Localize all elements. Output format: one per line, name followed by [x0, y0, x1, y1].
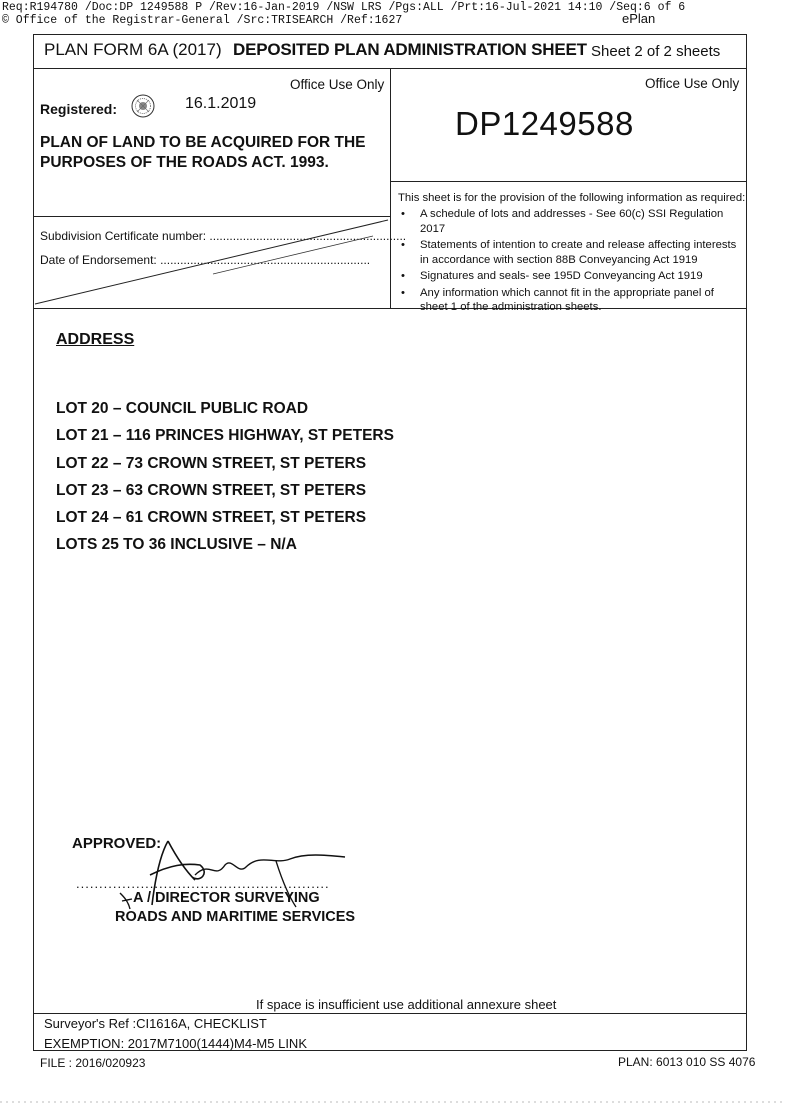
lot-address: LOT 22 – 73 CROWN STREET, ST PETERS — [56, 454, 367, 472]
office-use-label-left: Office Use Only — [290, 77, 385, 92]
annexure-note: If space is insufficient use additional annexure sheet — [256, 997, 557, 1012]
address-lot-list — [56, 399, 394, 563]
lot-address: LOTS 25 TO 36 INCLUSIVE – N/A — [56, 536, 297, 554]
info-requirements-list — [398, 207, 743, 317]
plan-title: PLAN OF LAND TO BE ACQUIRED FOR THE PURPOSES OF THE ROADS ACT. 1993. — [40, 134, 366, 171]
panel-divider — [390, 68, 391, 308]
exemption-note: EXEMPTION: 2017M7100(1444)M4-M5 LINK — [44, 1036, 307, 1051]
info-intro: This sheet is for the provision of the following information as required: — [398, 192, 746, 204]
lot-address: LOT 23 – 63 CROWN STREET, ST PETERS — [56, 481, 367, 499]
address-heading: ADDRESS — [56, 331, 135, 348]
approved-label: APPROVED: — [72, 835, 162, 852]
endorsement-date-field: Date of Endorsement: ............................................................... — [40, 253, 371, 267]
office-use-label-right: Office Use Only — [645, 76, 740, 91]
info-item: • Signatures and seals- see 195D Conveyancing Act 1919 — [398, 269, 743, 284]
registered-date: 16.1.2019 — [185, 95, 257, 112]
cancel-strike-lines — [33, 216, 390, 308]
request-header-line: Req:R194780 /Doc:DP 1249588 P /Rev:16-Jan-2019 /NSW LRS /Pgs:ALL /Prt:16-Jul-2021 14:10 /Seq:6 of 6 — [2, 1, 686, 14]
file-number: FILE : 2016/020923 — [40, 1056, 146, 1070]
copyright-header-line: © Office of the Registrar-General /Src:TRISEARCH /Ref:1627 — [2, 14, 403, 27]
subdivision-certificate-field: Subdivision Certificate number: ........................................................... — [40, 229, 407, 243]
eplan-mark: ePlan — [622, 11, 656, 26]
info-item: • A schedule of lots and addresses - See 60(c) SSI Regulation 2017 — [398, 207, 743, 236]
sheet-title: DEPOSITED PLAN ADMINISTRATION SHEET — [233, 40, 587, 59]
nsw-seal-icon — [131, 94, 155, 118]
dp-number: DP1249588 — [455, 105, 634, 142]
signature-dotted-line: ....................................................... — [76, 876, 330, 891]
signer-organisation: ROADS AND MARITIME SERVICES — [115, 909, 356, 925]
info-item: • Statements of intention to create and release affecting interests in accordance with section 88B Conveyancing Act 1919 — [398, 238, 743, 267]
plan-number: PLAN: 6013 010 SS 4076 — [618, 1055, 756, 1069]
right-panel-divider — [390, 181, 747, 182]
lot-address: LOT 21 – 116 PRINCES HIGHWAY, ST PETERS — [56, 427, 394, 445]
scan-edge-noise — [0, 1100, 785, 1104]
lot-address: LOT 20 – COUNCIL PUBLIC ROAD — [56, 400, 309, 417]
registered-label: Registered: — [40, 101, 118, 117]
surveyor-reference: Surveyor's Ref :CI1616A, CHECKLIST — [44, 1016, 267, 1031]
info-item: • Any information which cannot fit in the appropriate panel of sheet 1 of the administration sheets. — [398, 286, 743, 315]
sheet-count: Sheet 2 of 2 sheets — [591, 43, 721, 60]
footer-divider — [33, 1013, 747, 1014]
handwritten-signature-icon — [100, 835, 360, 945]
signer-title: A / DIRECTOR SURVEYING — [133, 890, 320, 906]
form-number: PLAN FORM 6A (2017) — [44, 40, 222, 59]
lot-address: LOT 24 – 61 CROWN STREET, ST PETERS — [56, 509, 367, 527]
